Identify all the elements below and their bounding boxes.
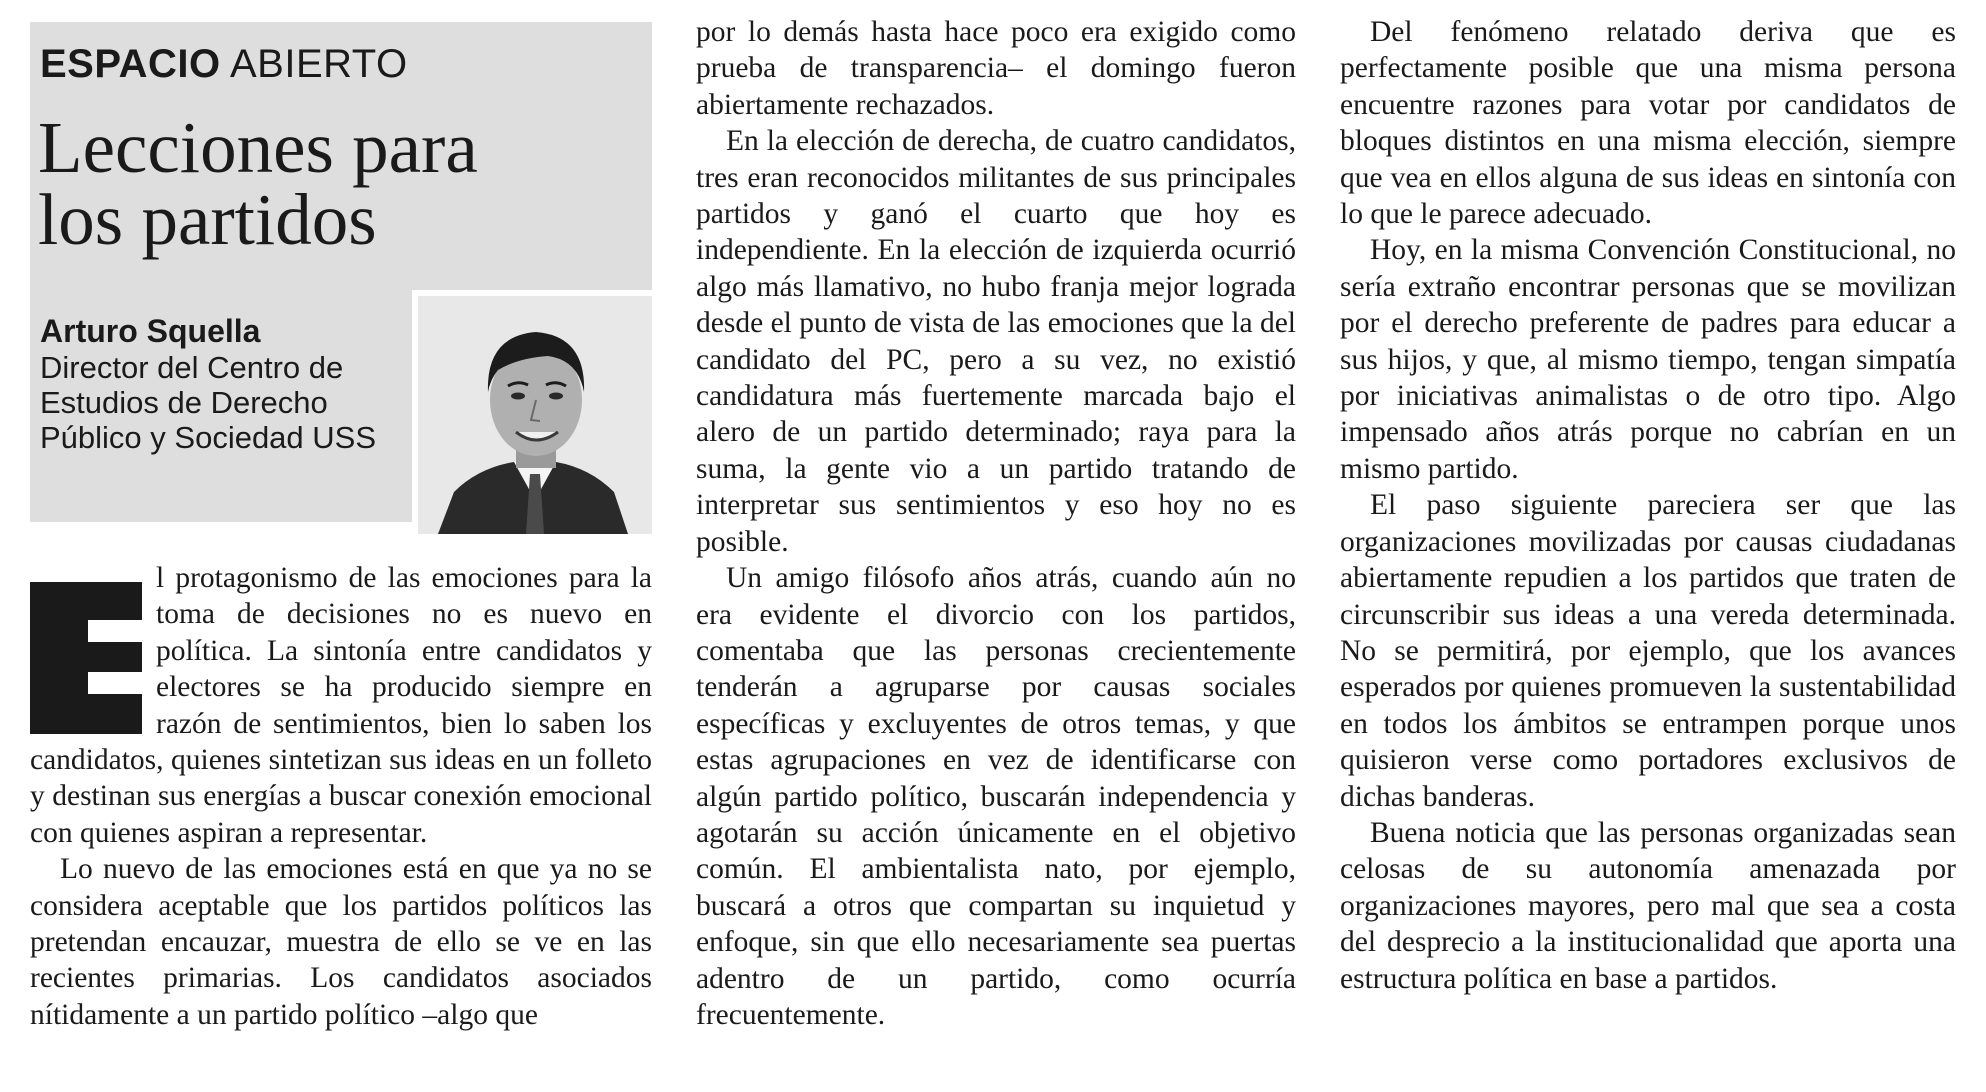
article-column-2	[696, 14, 1296, 1033]
article-paragraph	[30, 560, 652, 851]
author-name: Arturo Squella	[40, 313, 261, 349]
article-paragraph: Buena noticia que las personas organizadas sean celosas de su autonomía amenazada por organizaciones mayores, pero mal que sea a costa del desprecio a la institucionalidad que aporta una estructura política en base a partidos.	[1340, 816, 1956, 995]
article-column-1	[30, 560, 652, 1033]
article-paragraph: Lo nuevo de las emociones está en que ya no se considera aceptable que los partidos políticos las pretendan encauzar, muestra de ello se ve en las recientes primarias. Los candidatos asociados nítidamente a un partido político –algo que	[30, 853, 652, 1031]
article-paragraph-text: l protagonismo de las emociones para la toma de decisiones no es nuevo en política. La sintonía entre candidatos y electores se ha producido siempre en razón de sentimientos, bien lo saben los candidatos, quienes sintetizan sus ideas en un folleto y destinan sus energías a buscar conexión emocional con quienes aspiran a representar.	[30, 562, 652, 849]
headline	[38, 107, 598, 260]
author-photo	[412, 290, 652, 534]
headline-line-1: Lecciones para	[38, 107, 478, 188]
article-paragraph: Del fenómeno relatado deriva que es perfectamente posible que una misma persona encuentre razones para votar por candidatos de bloques distintos en una misma elección, siempre que vea en ellos alguna de sus ideas en sintonía con lo que le parece adecuado.	[1340, 16, 1956, 231]
article-paragraph: Hoy, en la misma Convención Constitucional, no sería extraño encontrar personas que se movilizan por el derecho preferente de padres para educar a sus hijos, y que, al mismo tiempo, tengan simpatía por iniciativas animalistas o de otro tipo. Algo impensado años atrás porque no cabrían en un mismo partido.	[1340, 234, 1956, 485]
article-paragraph: por lo demás hasta hace poco era exigido como prueba de transparencia– el domingo fueron abiertamente rechazados.	[696, 16, 1296, 121]
article-paragraph: El paso siguiente pareciera ser que las organizaciones movilizadas por causas ciudadanas abiertamente repudien a los partidos que traten de circunscribir sus ideas a una vereda determinada. No se permitirá, por ejemplo, que los avances esperados por quienes promueven la sustentabilidad en todos los ámbitos se entrampen porque unos quisieron verse como portadores exclusivos de dichas banderas.	[1340, 489, 1956, 813]
section-label-strong: ESPACIO	[40, 42, 221, 86]
article-column-3	[1340, 14, 1956, 997]
dropcap	[30, 582, 142, 734]
section-label-light: ABIERTO	[229, 42, 408, 86]
section-label	[40, 42, 408, 87]
article-paragraph: En la elección de derecha, de cuatro candidatos, tres eran reconocidos militantes de sus principales partidos y ganó el cuarto que hoy es independiente. En la elección de izquierda ocurrió algo más llamativo, no hubo franja mejor lograda desde el punto de vista de las emociones que la del candidato del PC, pero a su vez, no existió candidatura más fuertemente marcada bajo el alero de un partido determinado; raya para la suma, la gente vio a un partido tratando de interpretar sus sentimientos y eso hoy no es posible.	[696, 125, 1296, 558]
article-paragraph: Un amigo filósofo años atrás, cuando aún no era evidente el divorcio con los partidos, comentaba que las personas crecientemente tenderán a agruparse por causas sociales específicas y excluyentes de otros temas, y que estas agrupaciones en vez de identificarse con algún partido político, buscarán independencia y agotarán su acción únicamente en el objetivo común. El ambientalista nato, por ejemplo, buscará a otros que compartan su inquietud y enfoque, sin que ello necesariamente sea puertas adentro de un partido, como ocurría frecuentemente.	[696, 562, 1296, 1031]
author-portrait-icon	[418, 296, 652, 534]
author-role: Director del Centro de Estudios de Derecho Público y Sociedad USS	[40, 350, 377, 455]
headline-line-2: los partidos	[38, 179, 377, 260]
